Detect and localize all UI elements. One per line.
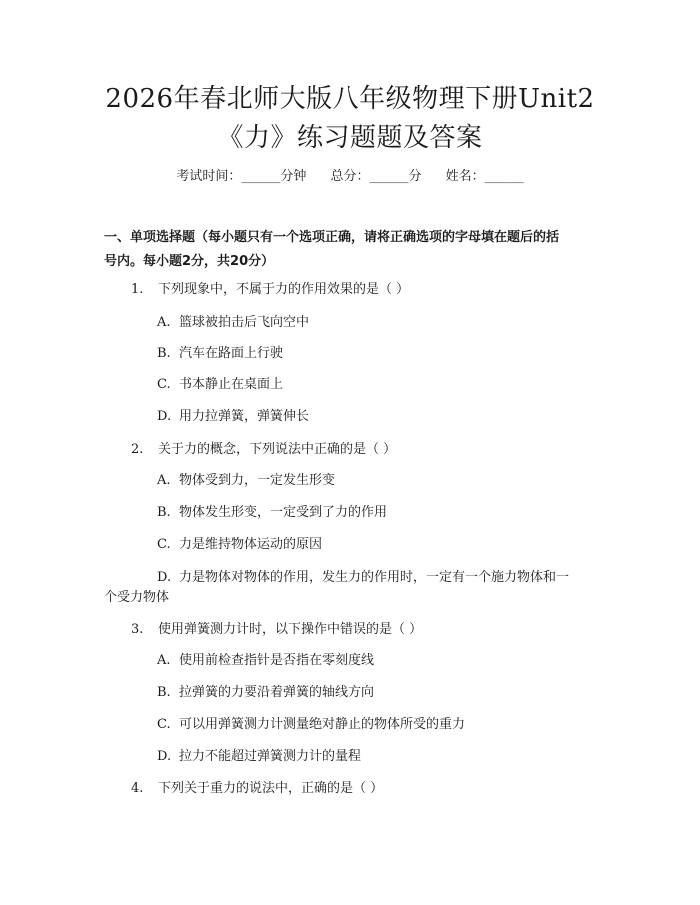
option-letter: A. — [157, 653, 171, 668]
option-text: 篮球被拍击后飞向空中 — [179, 315, 310, 330]
option-text: 书本静止在桌面上 — [179, 377, 284, 392]
q3-option-a — [157, 651, 374, 671]
option-text: 物体发生形变，一定受到了力的作用 — [179, 505, 388, 520]
question-number: 1. — [131, 282, 144, 297]
question-stem: 关于力的概念，下列说法中正确的是（ ） — [158, 442, 397, 457]
option-text: 拉弹簧的力要沿着弹簧的轴线方向 — [179, 685, 375, 700]
option-letter: B. — [157, 505, 171, 520]
option-text: 可以用弹簧测力计测量绝对静止的物体所受的重力 — [179, 717, 466, 732]
question-number: 4. — [131, 781, 144, 796]
option-letter: C. — [157, 717, 171, 732]
q2-option-d — [157, 568, 569, 588]
q3-option-d — [157, 747, 361, 767]
option-text: 力是维持物体运动的原因 — [179, 537, 323, 552]
option-text: 汽车在路面上行驶 — [179, 346, 284, 361]
total-score-field: 总分：______分 — [330, 169, 422, 184]
exam-time-field: 考试时间：______分钟 — [176, 169, 307, 184]
option-letter: C. — [157, 537, 171, 552]
exam-info — [0, 166, 700, 188]
option-letter: C. — [157, 377, 171, 392]
q3-option-b — [157, 683, 374, 703]
option-text: 拉力不能超过弹簧测力计的量程 — [179, 749, 362, 764]
option-text: 使用前检查指针是否指在零刻度线 — [179, 653, 375, 668]
question-3 — [131, 620, 422, 640]
q3-option-c — [157, 715, 465, 735]
option-letter: B. — [157, 346, 171, 361]
question-2 — [131, 440, 396, 460]
question-stem: 使用弹簧测力计时，以下操作中错误的是（ ） — [158, 622, 423, 637]
option-letter: D. — [157, 570, 172, 585]
q1-option-a — [157, 313, 309, 333]
question-4 — [131, 779, 383, 799]
option-text: 物体受到力，一定发生形变 — [179, 473, 336, 488]
document-title-line2: 《力》练习题题及答案 — [217, 123, 483, 153]
option-letter: B. — [157, 685, 171, 700]
q2-option-d-continuation: 个受力物体 — [104, 590, 170, 605]
option-letter: A. — [157, 315, 171, 330]
question-stem: 下列现象中，不属于力的作用效果的是（ ） — [158, 282, 410, 297]
name-field: 姓名：______ — [445, 169, 524, 184]
q1-option-b — [157, 344, 283, 364]
option-text: 力是物体对物体的作用，发生力的作用时，一定有一个施力物体和一 — [179, 570, 570, 585]
option-text: 用力拉弹簧，弹簧伸长 — [179, 409, 310, 424]
option-letter: A. — [157, 473, 171, 488]
question-1 — [131, 280, 409, 300]
section-heading-line1: 一、单项选择题（每小题只有一个选项正确，请将正确选项的字母填在题后的括 — [104, 230, 560, 245]
q1-option-c — [157, 375, 283, 395]
option-letter: D. — [157, 749, 172, 764]
q2-option-b — [157, 503, 387, 523]
question-stem: 下列关于重力的说法中，正确的是（ ） — [158, 781, 384, 796]
section-heading-line2: 号内。每小题2分，共20分） — [104, 254, 275, 269]
option-letter: D. — [157, 409, 172, 424]
q1-option-d — [157, 407, 309, 427]
q2-option-a — [157, 471, 335, 491]
question-number: 3. — [131, 622, 144, 637]
document-title-line1: 2026年春北师大版八年级物理下册Unit2 — [105, 84, 595, 114]
q2-option-c — [157, 535, 322, 555]
question-number: 2. — [131, 442, 144, 457]
